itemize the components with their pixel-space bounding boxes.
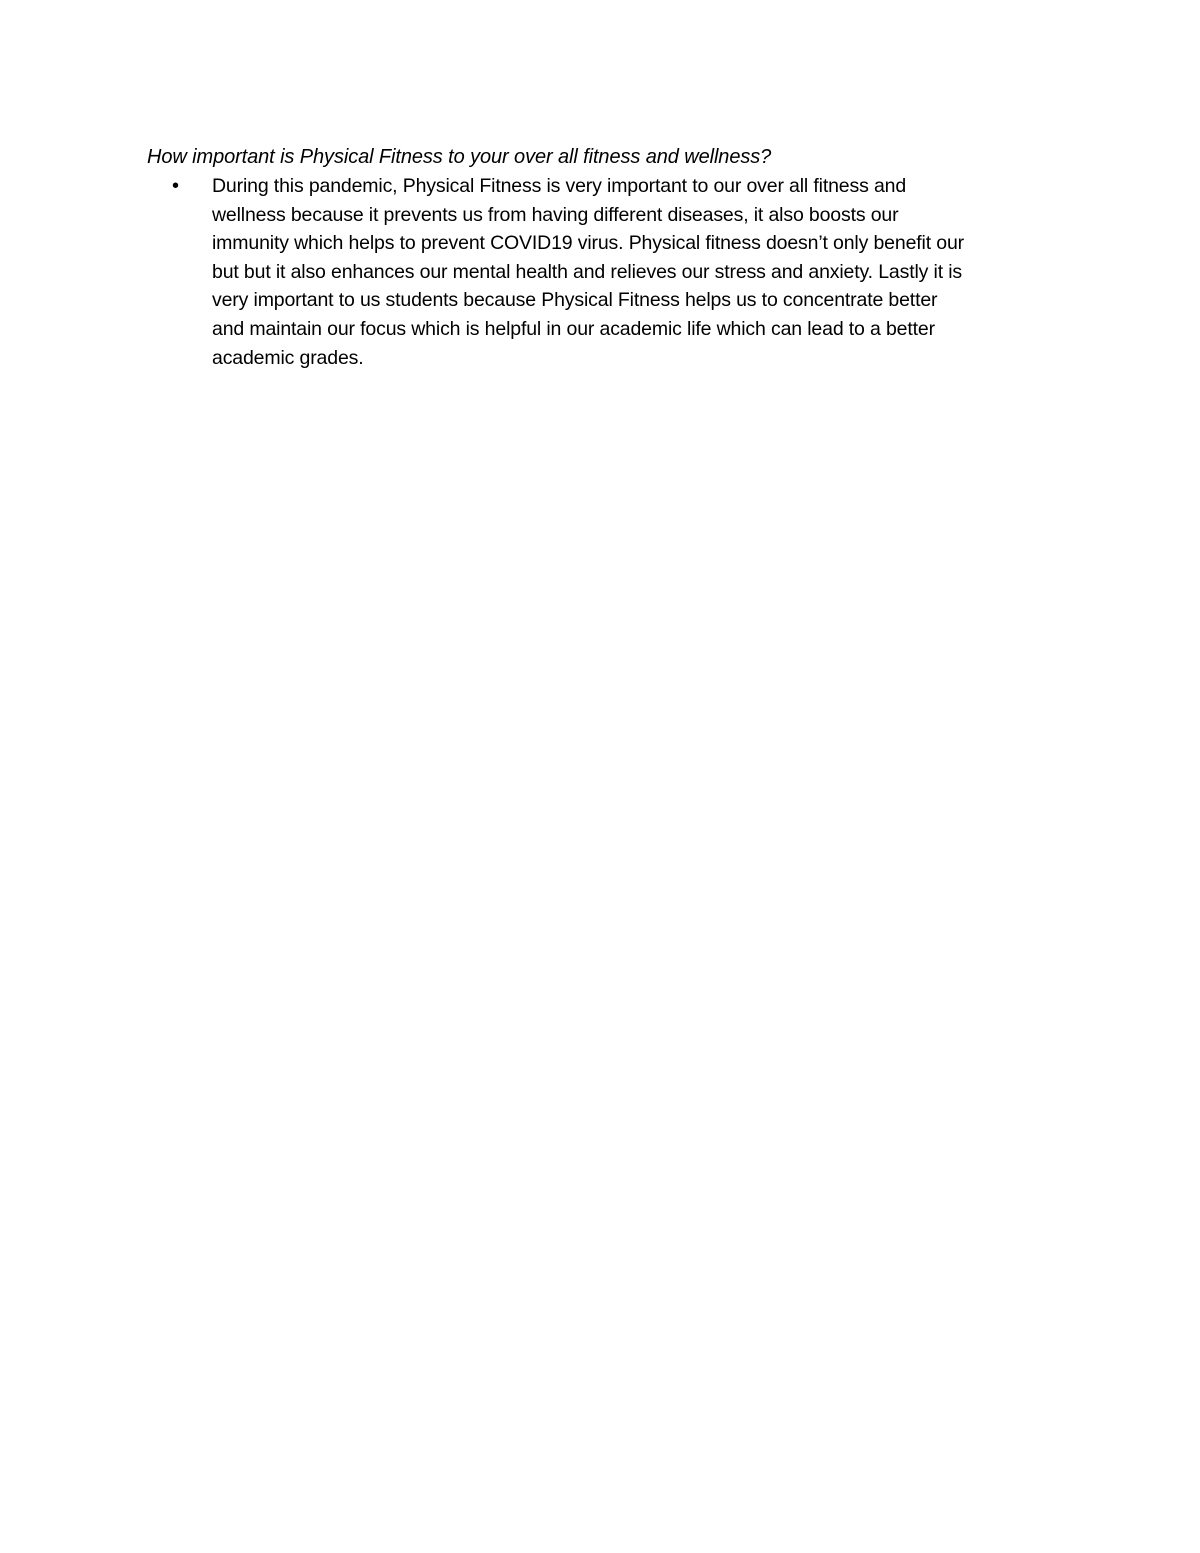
answer-line-5: very important to us students because Physical Fitness helps us to concentrate better	[212, 289, 938, 312]
bullet-icon: •	[172, 175, 180, 197]
answer-line-4: but but it also enhances our mental health and relieves our stress and anxiety. Lastly it is	[212, 260, 963, 283]
answer-line-3: immunity which helps to prevent COVID19 virus. Physical fitness doesn’t only benefit our	[212, 232, 964, 255]
answer-line-7: academic grades.	[212, 346, 364, 369]
answer-line-6: and maintain our focus which is helpful in our academic life which can lead to a better	[212, 318, 935, 340]
question-text: How important is Physical Fitness to your over all fitness and wellness?	[147, 146, 772, 168]
answer-line-2: wellness because it prevents us from having different diseases, it also boosts our	[212, 203, 899, 226]
answer-line-1: During this pandemic, Physical Fitness is very important to our over all fitness and	[212, 175, 907, 197]
